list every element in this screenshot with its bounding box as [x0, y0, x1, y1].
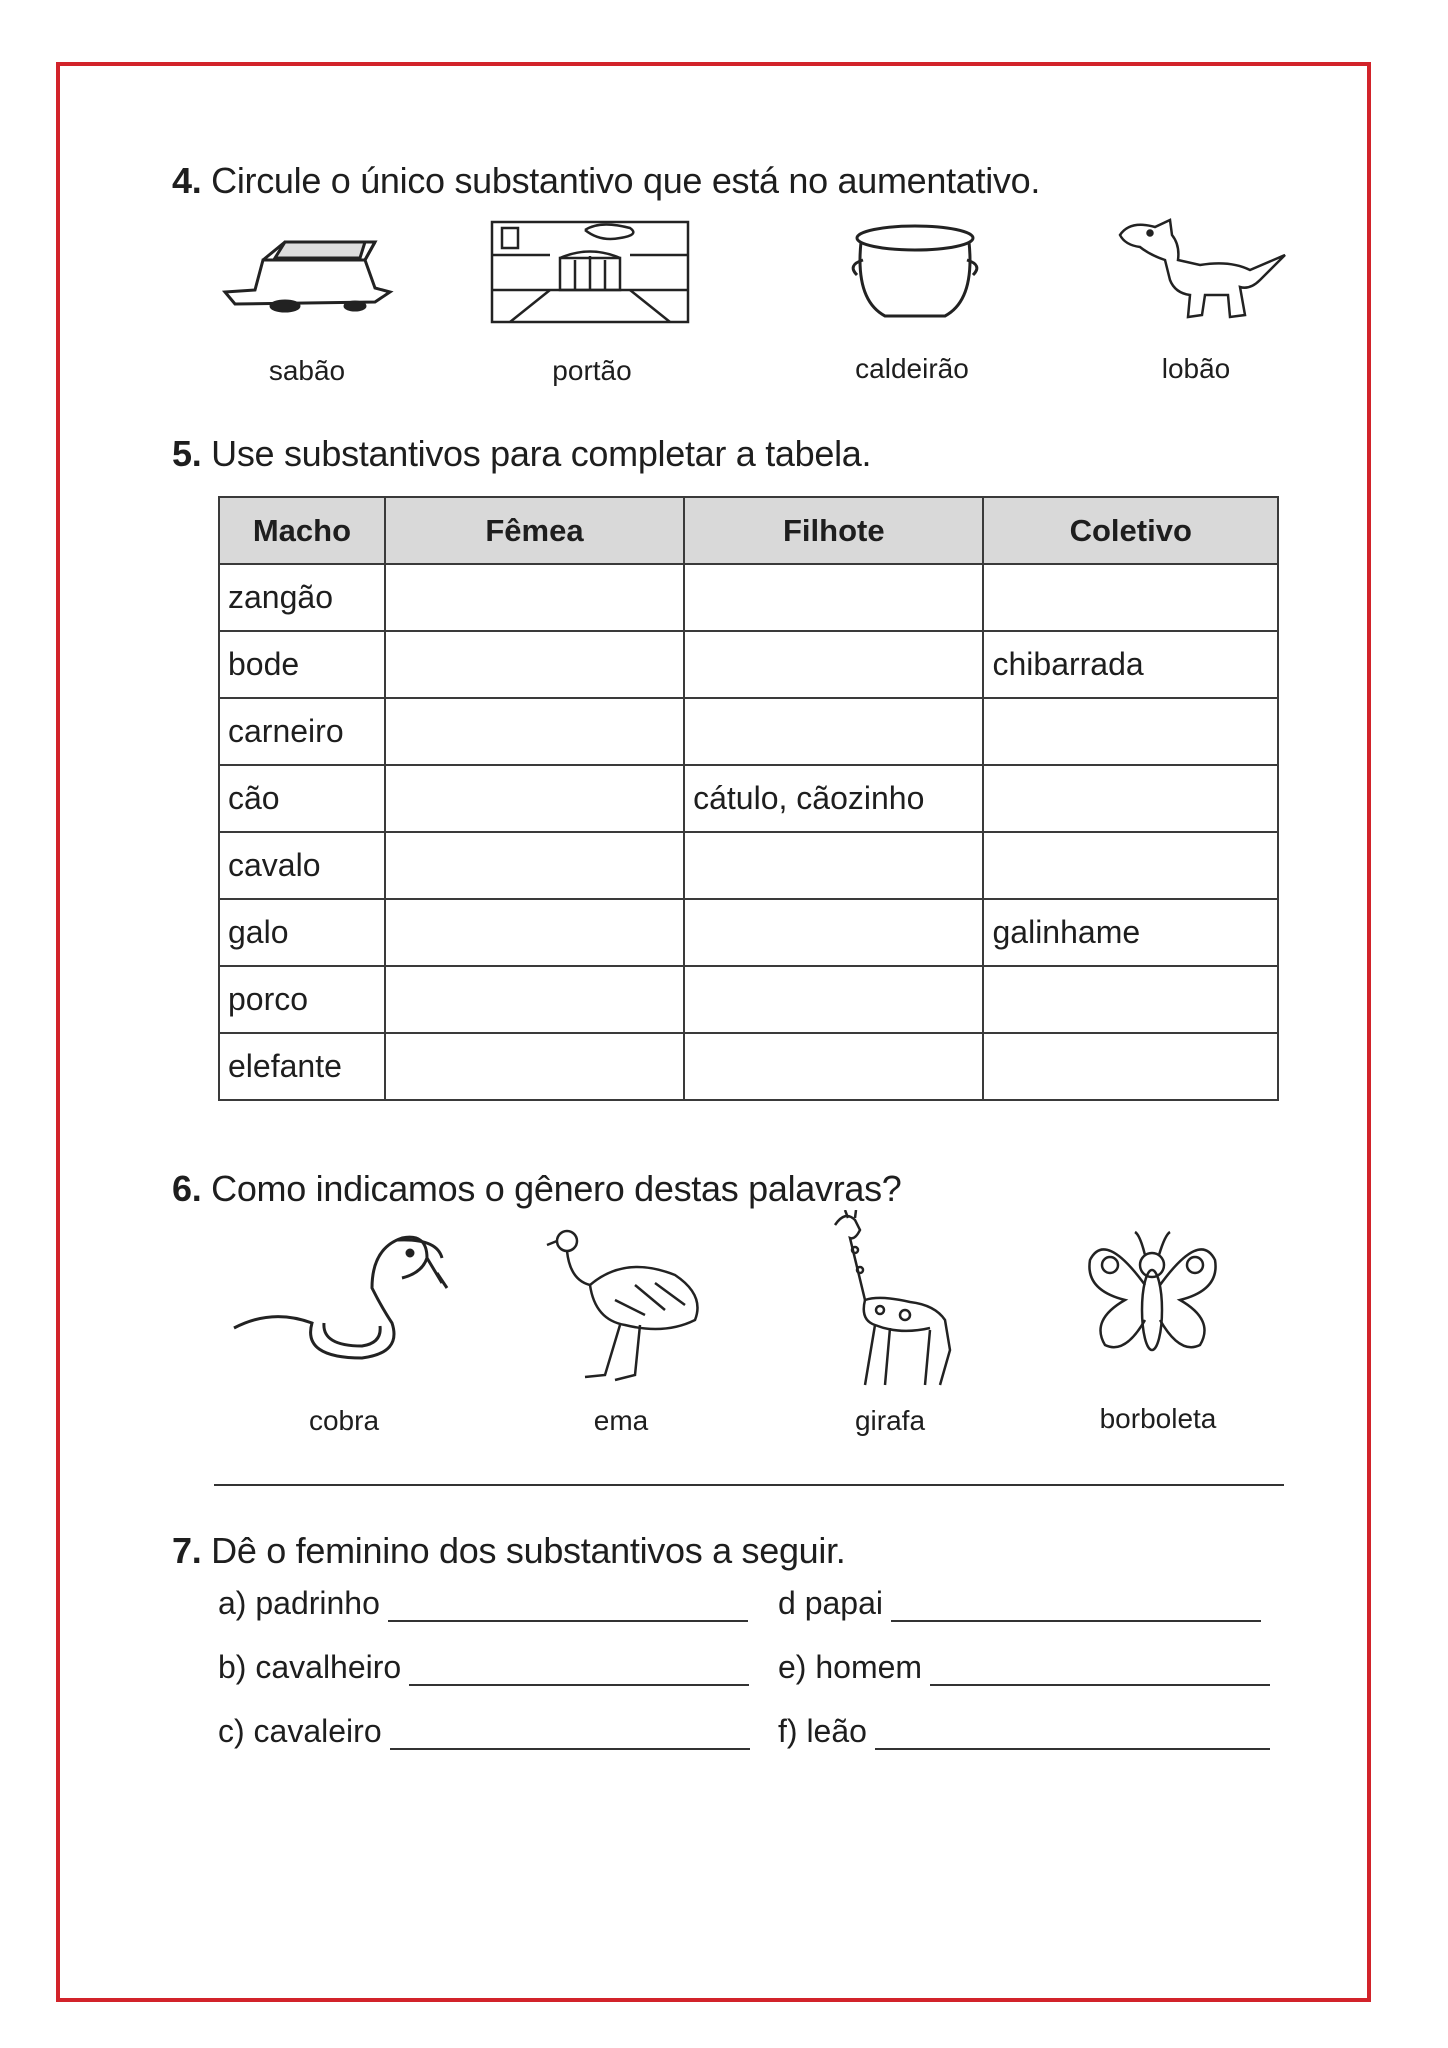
item-label: c) cavaleiro — [218, 1713, 382, 1749]
question-text: Como indicamos o gênero destas palavras? — [211, 1168, 902, 1209]
table-cell-blank[interactable] — [385, 631, 684, 698]
item-label: a) padrinho — [218, 1585, 380, 1621]
caption-cobra: cobra — [308, 1405, 380, 1436]
table-cell: bode — [219, 631, 385, 698]
table-cell-blank[interactable] — [385, 899, 684, 966]
table-cell: carneiro — [219, 698, 385, 765]
table-cell: galo — [219, 899, 385, 966]
table-cell-blank[interactable] — [385, 832, 684, 899]
table-row — [219, 765, 1278, 832]
table-row — [219, 564, 1278, 631]
table-row — [219, 966, 1278, 1033]
animal-table — [218, 496, 1279, 1101]
header-macho: Macho — [219, 497, 385, 564]
caption-portao: portão — [552, 355, 632, 386]
table-cell-blank[interactable] — [684, 832, 983, 899]
question-number: 4. — [172, 160, 202, 201]
table-cell-blank[interactable] — [983, 765, 1278, 832]
table-cell-blank[interactable] — [385, 1033, 684, 1100]
table-cell: porco — [219, 966, 385, 1033]
table-cell-blank[interactable] — [983, 832, 1278, 899]
header-femea: Fêmea — [385, 497, 684, 564]
item-label: d papai — [778, 1585, 883, 1621]
answer-blank[interactable] — [930, 1656, 1270, 1686]
rhea-bird-icon — [545, 1225, 705, 1385]
giraffe-icon — [820, 1210, 960, 1390]
wolf-icon — [1110, 215, 1290, 325]
table-cell-blank[interactable] — [684, 564, 983, 631]
question-7-title — [172, 1530, 846, 1572]
header-coletivo: Coletivo — [983, 497, 1278, 564]
table-cell-blank[interactable] — [983, 698, 1278, 765]
item-b — [218, 1649, 749, 1686]
table-cell-blank[interactable] — [684, 631, 983, 698]
table-cell-blank[interactable] — [385, 698, 684, 765]
question-4-title — [172, 160, 1040, 202]
cauldron-icon — [845, 220, 985, 325]
answer-blank[interactable] — [390, 1720, 750, 1750]
caption-ema: ema — [593, 1405, 649, 1436]
table-row — [219, 1033, 1278, 1100]
table-row — [219, 698, 1278, 765]
table-cell-blank[interactable] — [983, 564, 1278, 631]
caption-caldeirao: caldeirão — [855, 353, 969, 384]
table-cell-blank[interactable] — [385, 564, 684, 631]
item-label: e) homem — [778, 1649, 923, 1685]
caption-sabao: sabão — [268, 355, 346, 386]
table-cell-blank[interactable] — [684, 1033, 983, 1100]
table-cell: cátulo, cãozinho — [684, 765, 983, 832]
question-number: 6. — [172, 1168, 202, 1209]
butterfly-icon — [1085, 1230, 1220, 1370]
answer-blank[interactable] — [891, 1592, 1261, 1622]
gate-icon — [490, 220, 690, 325]
table-cell: cão — [219, 765, 385, 832]
question-5-title — [172, 433, 871, 475]
caption-girafa: girafa — [854, 1405, 926, 1436]
answer-blank[interactable] — [875, 1720, 1270, 1750]
item-label: b) cavalheiro — [218, 1649, 402, 1685]
answer-line[interactable] — [214, 1484, 1284, 1486]
table-cell-blank[interactable] — [684, 966, 983, 1033]
item-c — [218, 1713, 750, 1750]
caption-lobao: lobão — [1161, 353, 1231, 384]
question-text: Circule o único substantivo que está no aumentativo. — [211, 160, 1041, 201]
item-d — [778, 1585, 1261, 1622]
table-cell-blank[interactable] — [684, 899, 983, 966]
snake-icon — [232, 1228, 462, 1368]
question-text: Use substantivos para completar a tabela. — [211, 433, 872, 474]
question-number: 5. — [172, 433, 202, 474]
soap-bar-icon — [215, 230, 395, 320]
caption-borboleta: borboleta — [1099, 1403, 1217, 1434]
table-row — [219, 832, 1278, 899]
question-number: 7. — [172, 1530, 202, 1571]
answer-blank[interactable] — [409, 1656, 749, 1686]
question-6-title — [172, 1168, 902, 1210]
item-e — [778, 1649, 1270, 1686]
table-cell: galinhame — [983, 899, 1278, 966]
item-f — [778, 1713, 1270, 1750]
table-cell: cavalo — [219, 832, 385, 899]
item-a — [218, 1585, 748, 1622]
table-cell-blank[interactable] — [385, 765, 684, 832]
answer-blank[interactable] — [388, 1592, 748, 1622]
table-cell-blank[interactable] — [684, 698, 983, 765]
question-text: Dê o feminino dos substantivos a seguir. — [211, 1530, 846, 1571]
header-filhote: Filhote — [684, 497, 983, 564]
table-cell: zangão — [219, 564, 385, 631]
table-cell: chibarrada — [983, 631, 1278, 698]
table-row — [219, 631, 1278, 698]
table-cell: elefante — [219, 1033, 385, 1100]
table-cell-blank[interactable] — [983, 966, 1278, 1033]
table-cell-blank[interactable] — [385, 966, 684, 1033]
table-row — [219, 899, 1278, 966]
item-label: f) leão — [778, 1713, 867, 1749]
table-header-row — [219, 497, 1278, 564]
table-cell-blank[interactable] — [983, 1033, 1278, 1100]
